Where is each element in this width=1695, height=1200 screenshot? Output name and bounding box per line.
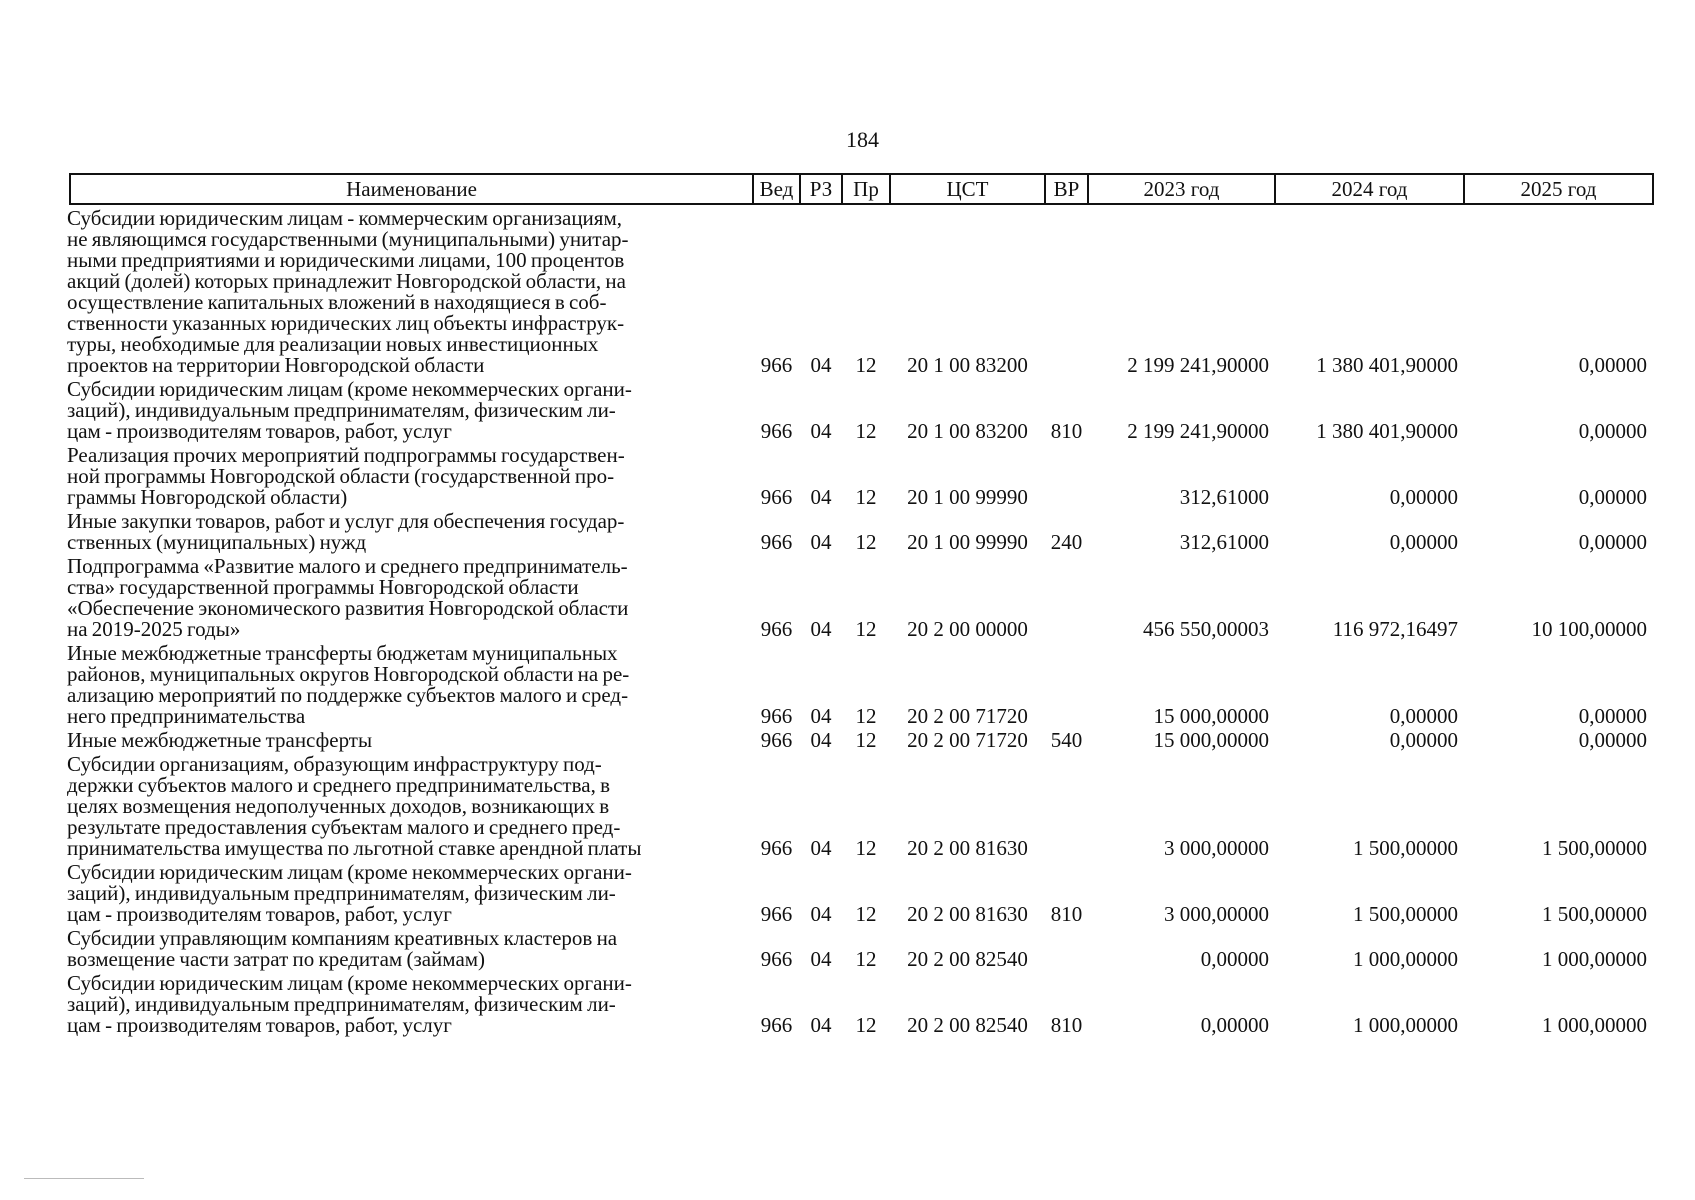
cell-rz: 04 [810, 728, 832, 752]
header-2025: 2025 год [1464, 174, 1653, 204]
name-line: районов, муниципальных округов Новгородской области на ре- [67, 662, 630, 686]
name-line: Подпрограмма «Развитие малого и среднего предприниматель- [67, 554, 628, 578]
cell-rz: 04 [810, 485, 832, 509]
cell-pr: 12 [855, 902, 877, 926]
table-row [70, 751, 1653, 859]
cell-2024: 0,00000 [1389, 728, 1458, 752]
cell-cst: 20 1 00 99990 [907, 530, 1028, 554]
cell-ved: 966 [760, 728, 793, 752]
cell-name [67, 553, 753, 641]
budget-table [69, 173, 1654, 1036]
header-vr: ВР [1045, 174, 1088, 204]
cell-name [67, 970, 753, 1037]
cell-2025: 0,00000 [1578, 704, 1647, 728]
name-line: результате предоставления субъектам малого и среднего пред- [67, 815, 621, 839]
cell-ved: 966 [760, 530, 793, 554]
cell-rz: 04 [810, 1013, 832, 1037]
cell-2025: 10 100,00000 [1531, 617, 1647, 641]
name-line: ственных (муниципальных) нужд [67, 530, 367, 554]
name-line: Субсидии юридическим лицам - коммерческим организациям, [67, 206, 622, 230]
table-body [67, 204, 1653, 1037]
cell-rz: 04 [810, 617, 832, 641]
cell-cst: 20 2 00 81630 [907, 902, 1028, 926]
cell-name [67, 508, 753, 554]
cell-vr: 810 [1050, 902, 1083, 926]
cell-name [67, 442, 753, 509]
cell-rz: 04 [810, 902, 832, 926]
cell-name [67, 376, 753, 443]
name-line: Субсидии организациям, образующим инфраструктуру под- [67, 752, 602, 776]
cell-cst: 20 2 00 71720 [907, 704, 1028, 728]
cell-2023: 0,00000 [1200, 947, 1269, 971]
cell-2023: 312,61000 [1179, 485, 1269, 509]
table-row [70, 859, 1653, 925]
cell-ved: 966 [760, 947, 793, 971]
cell-2025: 0,00000 [1578, 728, 1647, 752]
header-row [70, 174, 1653, 204]
name-line: туры, необходимые для реализации новых инвестиционных [67, 332, 599, 356]
table-row [70, 442, 1653, 508]
name-line: не являющимся государственными (муниципальными) унитар- [67, 227, 629, 251]
cell-2025: 1 500,00000 [1542, 836, 1647, 860]
cell-rz: 04 [810, 419, 832, 443]
cell-name [67, 204, 753, 377]
cell-pr: 12 [855, 947, 877, 971]
cell-cst: 20 1 00 83200 [907, 353, 1028, 377]
cell-ved: 966 [760, 902, 793, 926]
cell-vr [1045, 442, 1088, 508]
cell-pr: 12 [855, 419, 877, 443]
cell-2025: 0,00000 [1578, 530, 1647, 554]
header-2024: 2024 год [1275, 174, 1464, 204]
cell-name [67, 859, 753, 926]
cell-ved: 966 [760, 353, 793, 377]
header-ved: Вед [753, 174, 800, 204]
name-line: Субсидии юридическим лицам (кроме некоммерческих органи- [67, 860, 632, 884]
name-line: заций), индивидуальным предпринимателям, физическим ли- [67, 398, 616, 422]
cell-rz: 04 [810, 947, 832, 971]
cell-vr: 810 [1050, 1013, 1083, 1037]
name-line: «Обеспечение экономического развития Новгородской области [67, 596, 629, 620]
header-2023: 2023 год [1088, 174, 1275, 204]
name-line: держки субъектов малого и среднего предпринимательства, в [67, 773, 610, 797]
cell-2025: 0,00000 [1578, 419, 1647, 443]
cell-rz: 04 [810, 530, 832, 554]
cell-cst: 20 1 00 99990 [907, 485, 1028, 509]
name-line: принимательства имущества по льготной ставке арендной платы [67, 836, 642, 860]
name-line: на 2019-2025 годы» [67, 617, 241, 641]
name-line: ственности указанных юридических лиц объекты инфраструк- [67, 311, 625, 335]
cell-2024: 116 972,16497 [1332, 617, 1458, 641]
table-row [70, 925, 1653, 970]
cell-2025: 1 000,00000 [1542, 947, 1647, 971]
footer-rule [24, 1178, 144, 1179]
cell-2024: 1 500,00000 [1353, 902, 1458, 926]
name-line: него предпринимательства [67, 704, 306, 728]
cell-2025: 0,00000 [1578, 353, 1647, 377]
table-row [70, 204, 1653, 376]
name-line: граммы Новгородской области) [67, 485, 348, 509]
cell-cst: 20 2 00 71720 [907, 728, 1028, 752]
cell-vr: 810 [1050, 419, 1083, 443]
cell-cst: 20 1 00 83200 [907, 419, 1028, 443]
cell-ved: 966 [760, 485, 793, 509]
name-line: возмещение части затрат по кредитам (займам) [67, 947, 486, 971]
name-line: заций), индивидуальным предпринимателям, физическим ли- [67, 992, 616, 1016]
cell-2024: 1 380 401,90000 [1316, 419, 1458, 443]
cell-2024: 0,00000 [1389, 485, 1458, 509]
cell-2025: 1 500,00000 [1542, 902, 1647, 926]
cell-2023: 0,00000 [1200, 1013, 1269, 1037]
cell-2024: 1 000,00000 [1353, 1013, 1458, 1037]
cell-pr: 12 [855, 836, 877, 860]
cell-2023: 2 199 241,90000 [1127, 353, 1269, 377]
cell-ved: 966 [760, 419, 793, 443]
cell-2025: 1 000,00000 [1542, 1013, 1647, 1037]
cell-ved: 966 [760, 836, 793, 860]
name-line: осуществление капитальных вложений в находящиеся в соб- [67, 290, 607, 314]
cell-pr: 12 [855, 617, 877, 641]
cell-cst: 20 2 00 82540 [907, 947, 1028, 971]
cell-pr: 12 [855, 353, 877, 377]
cell-2024: 1 380 401,90000 [1316, 353, 1458, 377]
table-row [70, 640, 1653, 727]
cell-cst: 20 2 00 82540 [907, 1013, 1028, 1037]
cell-2025: 0,00000 [1578, 485, 1647, 509]
cell-cst: 20 2 00 81630 [907, 836, 1028, 860]
cell-vr [1045, 751, 1088, 859]
name-line: цам - производителям товаров, работ, услуг [67, 419, 452, 443]
table-row [70, 553, 1653, 640]
table-row [70, 376, 1653, 442]
name-line: Субсидии юридическим лицам (кроме некоммерческих органи- [67, 971, 632, 995]
page-number: 184 [846, 127, 879, 152]
cell-name [67, 640, 753, 728]
name-line: целях возмещения недополученных доходов, возникающих в [67, 794, 610, 818]
header-cst: ЦСТ [890, 174, 1045, 204]
table-row [70, 508, 1653, 553]
name-line: Иные закупки товаров, работ и услуг для обеспечения государ- [67, 509, 625, 533]
name-line: ной программы Новгородской области (государственной про- [67, 464, 615, 488]
cell-rz: 04 [810, 353, 832, 377]
name-line: Субсидии управляющим компаниям креативных кластеров на [67, 926, 618, 950]
cell-pr: 12 [855, 728, 877, 752]
cell-ved: 966 [760, 1013, 793, 1037]
name-line: Иные межбюджетные трансферты бюджетам муниципальных [67, 641, 618, 665]
cell-name [67, 925, 753, 971]
cell-2023: 312,61000 [1179, 530, 1269, 554]
cell-2024: 0,00000 [1389, 704, 1458, 728]
cell-name [67, 727, 753, 752]
cell-rz: 04 [810, 704, 832, 728]
table-header [70, 174, 1653, 204]
cell-ved: 966 [760, 704, 793, 728]
cell-pr: 12 [855, 704, 877, 728]
cell-2024: 1 000,00000 [1353, 947, 1458, 971]
cell-vr: 240 [1050, 530, 1083, 554]
cell-vr [1045, 553, 1088, 640]
cell-2023: 3 000,00000 [1164, 902, 1269, 926]
name-line: проектов на территории Новгородской области [67, 353, 485, 377]
name-line: цам - производителям товаров, работ, услуг [67, 902, 452, 926]
cell-vr [1045, 204, 1088, 376]
name-line: цам - производителям товаров, работ, услуг [67, 1013, 452, 1037]
cell-vr [1045, 640, 1088, 727]
cell-vr: 540 [1050, 728, 1083, 752]
cell-pr: 12 [855, 530, 877, 554]
cell-2023: 3 000,00000 [1164, 836, 1269, 860]
name-line: ными предприятиями и юридическими лицами, 100 процентов [67, 248, 625, 272]
cell-2023: 456 550,00003 [1143, 617, 1269, 641]
cell-pr: 12 [855, 1013, 877, 1037]
name-line: ства» государственной программы Новгородской области [67, 575, 579, 599]
name-line: заций), индивидуальным предпринимателям, физическим ли- [67, 881, 616, 905]
cell-cst: 20 2 00 00000 [907, 617, 1028, 641]
header-name: Наименование [70, 174, 753, 204]
cell-pr: 12 [855, 485, 877, 509]
cell-vr [1045, 925, 1088, 970]
header-rz: РЗ [800, 174, 842, 204]
cell-2023: 15 000,00000 [1153, 704, 1269, 728]
cell-rz: 04 [810, 836, 832, 860]
name-line: Субсидии юридическим лицам (кроме некоммерческих органи- [67, 377, 632, 401]
header-pr: Пр [842, 174, 890, 204]
cell-2023: 2 199 241,90000 [1127, 419, 1269, 443]
name-line: ализацию мероприятий по поддержке субъектов малого и сред- [67, 683, 629, 707]
cell-2024: 0,00000 [1389, 530, 1458, 554]
name-line: акций (долей) которых принадлежит Новгородской области, на [67, 269, 626, 293]
cell-ved: 966 [760, 617, 793, 641]
cell-2023: 15 000,00000 [1153, 728, 1269, 752]
cell-2024: 1 500,00000 [1353, 836, 1458, 860]
cell-name [67, 751, 753, 860]
table-row [70, 727, 1653, 751]
table-row [70, 970, 1653, 1036]
name-line: Реализация прочих мероприятий подпрограммы государствен- [67, 443, 625, 467]
name-line: Иные межбюджетные трансферты [67, 728, 373, 752]
